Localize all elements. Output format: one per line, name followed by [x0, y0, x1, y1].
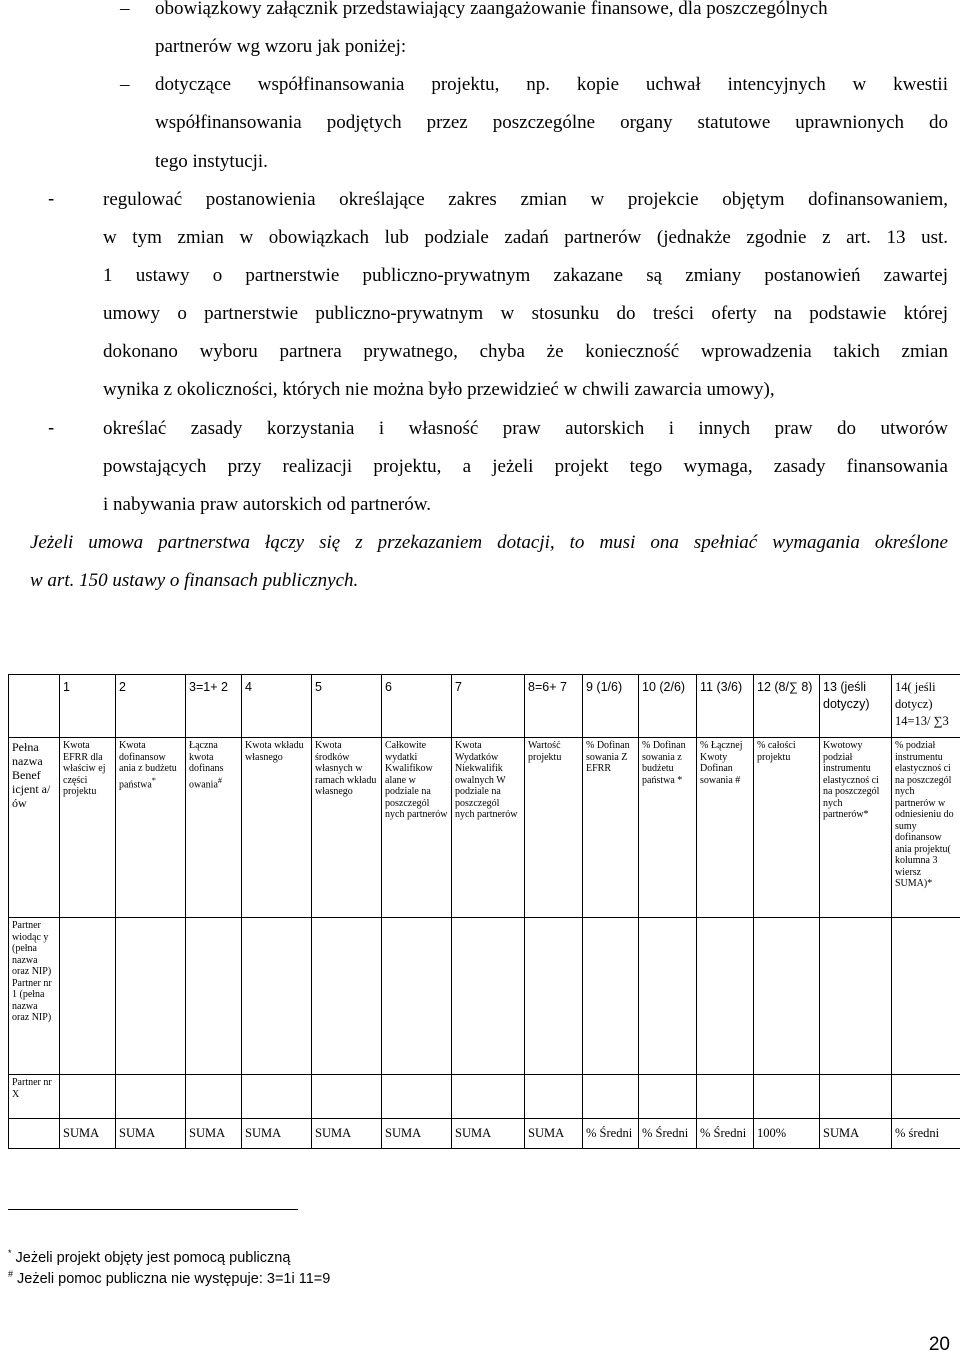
financial-engagement-table: [8, 674, 960, 1149]
table-corner-cell: [9, 675, 60, 738]
sum-cell: % Średni: [639, 1119, 697, 1149]
row-header-cell: Pełna nazwa Benef icjent a/ów: [9, 738, 60, 918]
column-header: Kwotowy podział instrumentu elastycznoś ci na poszczegól nych partnerów*: [820, 738, 892, 918]
sum-cell: % Średni: [583, 1119, 639, 1149]
sum-cell: % Średni: [697, 1119, 754, 1149]
column-number: 3=1+ 2: [186, 675, 242, 738]
column-header: % Dofinan sowania Z EFRR: [583, 738, 639, 918]
column-number: 6: [382, 675, 452, 738]
sum-cell: SUMA: [312, 1119, 382, 1149]
page-number: 20: [928, 1334, 950, 1355]
text-line: tego instytucji.: [155, 151, 268, 172]
sum-cell: SUMA: [820, 1119, 892, 1149]
text-line: 1 ustawy o partnerstwie publiczno-prywatnym zakazane są zmiany postanowień zawartej: [103, 265, 948, 286]
column-number: 4: [242, 675, 312, 738]
text-line: w tym zmian w obowiązkach lub podziale zadań partnerów (jednakże zgodnie z art. 13 ust.: [103, 227, 948, 248]
column-header: Łączna kwota dofinans owania#: [186, 738, 242, 918]
column-number: 1: [60, 675, 116, 738]
text-line: określać zasady korzystania i własność praw autorskich i innych praw do utworów: [103, 418, 948, 439]
column-number-row: [9, 675, 960, 738]
text-line: współfinansowania podjętych przez poszczególne organy statutowe uprawnionych do: [155, 112, 948, 133]
text-line: powstających przy realizacji projektu, a jeżeli projekt tego wymaga, zasady finansowania: [103, 456, 948, 477]
column-header: Kwota Wydatków Niekwalifik owalnych W podziale na poszczegól nych partnerów: [452, 738, 525, 918]
text-line: dotyczące współfinansowania projektu, np. kopie uchwał intencyjnych w kwestii: [155, 74, 948, 95]
italic-note-line: Jeżeli umowa partnerstwa łączy się z przekazaniem dotacji, to musi ona spełniać wymagania określone: [30, 532, 948, 553]
partner-cell: Partner nr X: [9, 1075, 60, 1119]
list-dash: –: [120, 74, 130, 95]
italic-note-line: w art. 150 ustawy o finansach publicznych.: [30, 570, 359, 591]
list-dash: -: [48, 189, 55, 210]
sum-cell: SUMA: [186, 1119, 242, 1149]
column-number: 9 (1/6): [583, 675, 639, 738]
sum-cell: SUMA: [60, 1119, 116, 1149]
text-line: regulować postanowienia określające zakres zmian w projekcie objętym dofinansowaniem,: [103, 189, 948, 210]
sum-cell: % średni: [892, 1119, 960, 1149]
text-line: dokonano wyboru partnera prywatnego, chyba że konieczność wprowadzenia takich zmian: [103, 341, 948, 362]
column-number: 11 (3/6): [697, 675, 754, 738]
partner-cell: Partner wiodąc y (pełna nazwa oraz NIP) Partner nr 1 (pełna nazwa oraz NIP): [9, 918, 60, 1075]
table-row: [9, 1075, 960, 1119]
column-number: 12 (8/∑ 8): [754, 675, 820, 738]
sum-cell: SUMA: [242, 1119, 312, 1149]
text-line: wynika z okoliczności, których nie można było przewidzieć w chwili zawarcia umowy),: [103, 379, 775, 400]
text-line: obowiązkowy załącznik przedstawiający zaangażowanie finansowe, dla poszczególnych: [155, 0, 828, 19]
column-number: 5: [312, 675, 382, 738]
column-header: Kwota EFRR dla właściw ej części projektu: [60, 738, 116, 918]
list-dash: -: [48, 418, 55, 439]
column-header: % Dofinan sowania z budżetu państwa *: [639, 738, 697, 918]
column-header: % podział instrumentu elastycznoś ci na poszczegól nych partnerów w odniesieniu do sumy dofinansow ania projektu( kolumna 3 wiersz SUMA)*: [892, 738, 960, 918]
table-row: [9, 918, 960, 1075]
column-number: 14( jeśli dotycz) 14=13/ ∑3: [892, 675, 960, 738]
footnote-2: # Jeżeli pomoc publiczna nie występuje: 3=1i 11=9: [8, 1269, 331, 1287]
column-header: % Łącznej Kwoty Dofinan sowania #: [697, 738, 754, 918]
text-line: umowy o partnerstwie publiczno-prywatnym w stosunku do treści oferty na podstawie której: [103, 303, 948, 324]
sum-row: [9, 1119, 960, 1149]
sum-cell: SUMA: [452, 1119, 525, 1149]
sum-cell: SUMA: [525, 1119, 583, 1149]
column-header-row: [9, 738, 960, 918]
text-line: partnerów wg wzoru jak poniżej:: [155, 36, 407, 57]
list-dash: –: [120, 0, 130, 19]
column-header: Wartość projektu: [525, 738, 583, 918]
sum-cell: SUMA: [116, 1119, 186, 1149]
sum-cell: 100%: [754, 1119, 820, 1149]
column-number: 13 (jeśli dotyczy): [820, 675, 892, 738]
sum-cell: SUMA: [382, 1119, 452, 1149]
column-number: 7: [452, 675, 525, 738]
column-header: % całości projektu: [754, 738, 820, 918]
column-header: Kwota środków własnych w ramach wkładu własnego: [312, 738, 382, 918]
column-header: Kwota wkładu własnego: [242, 738, 312, 918]
footnote-1: * Jeżeli projekt objęty jest pomocą publiczną: [8, 1248, 291, 1266]
column-header: Kwota dofinansow ania z budżetu państwa*: [116, 738, 186, 918]
text-line: i nabywania praw autorskich od partnerów.: [103, 494, 431, 515]
column-number: 2: [116, 675, 186, 738]
column-header: Całkowite wydatki Kwalifikow alane w podziale na poszczegól nych partnerów: [382, 738, 452, 918]
column-number: 8=6+ 7: [525, 675, 583, 738]
footnote-separator: [8, 1209, 298, 1210]
column-number: 10 (2/6): [639, 675, 697, 738]
